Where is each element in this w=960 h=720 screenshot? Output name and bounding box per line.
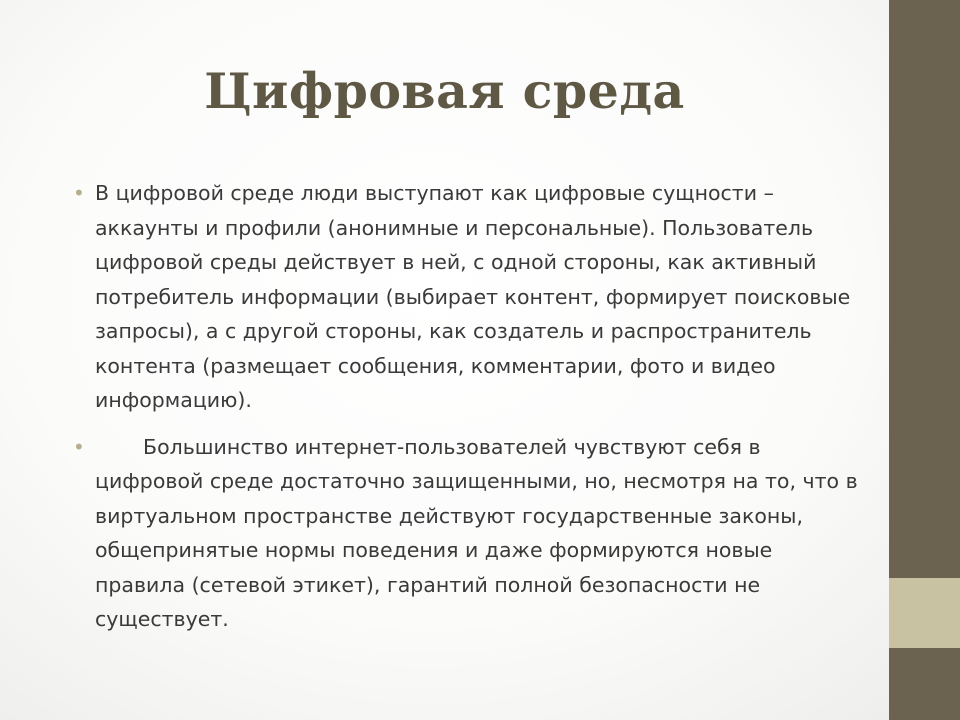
side-bar-light [889, 578, 960, 648]
bullet-list [70, 176, 860, 637]
bullet-item-2 [70, 430, 860, 637]
side-bar-dark [889, 0, 960, 578]
bullet-icon: • [73, 181, 85, 205]
bullet-item-1 [70, 176, 860, 418]
bullet-text-1: В цифровой среде люди выступают как цифровые сущности – аккаунты и профили (анонимные и персональные). Пользователь цифровой среды действует в ней, с одной стороны, как активный потребитель информации (выбирает контент, формирует поисковые запросы), а с другой стороны, как создатель и распространитель контента (размещает сообщения, комментарии, фото и видео информацию). [95, 181, 851, 412]
bullet-text-2: Большинство интернет-пользователей чувствуют себя в цифровой среде достаточно защищенными, но, несмотря на то, что в виртуальном пространстве действуют государственные законы, общепринятые нормы поведения и даже формируются новые правила (сетевой этикет), гарантий полной безопасности не существует. [95, 434, 858, 631]
bullet-icon: • [73, 434, 85, 459]
side-bar-bottom [889, 648, 960, 720]
slide-title: Цифровая среда [204, 62, 685, 120]
